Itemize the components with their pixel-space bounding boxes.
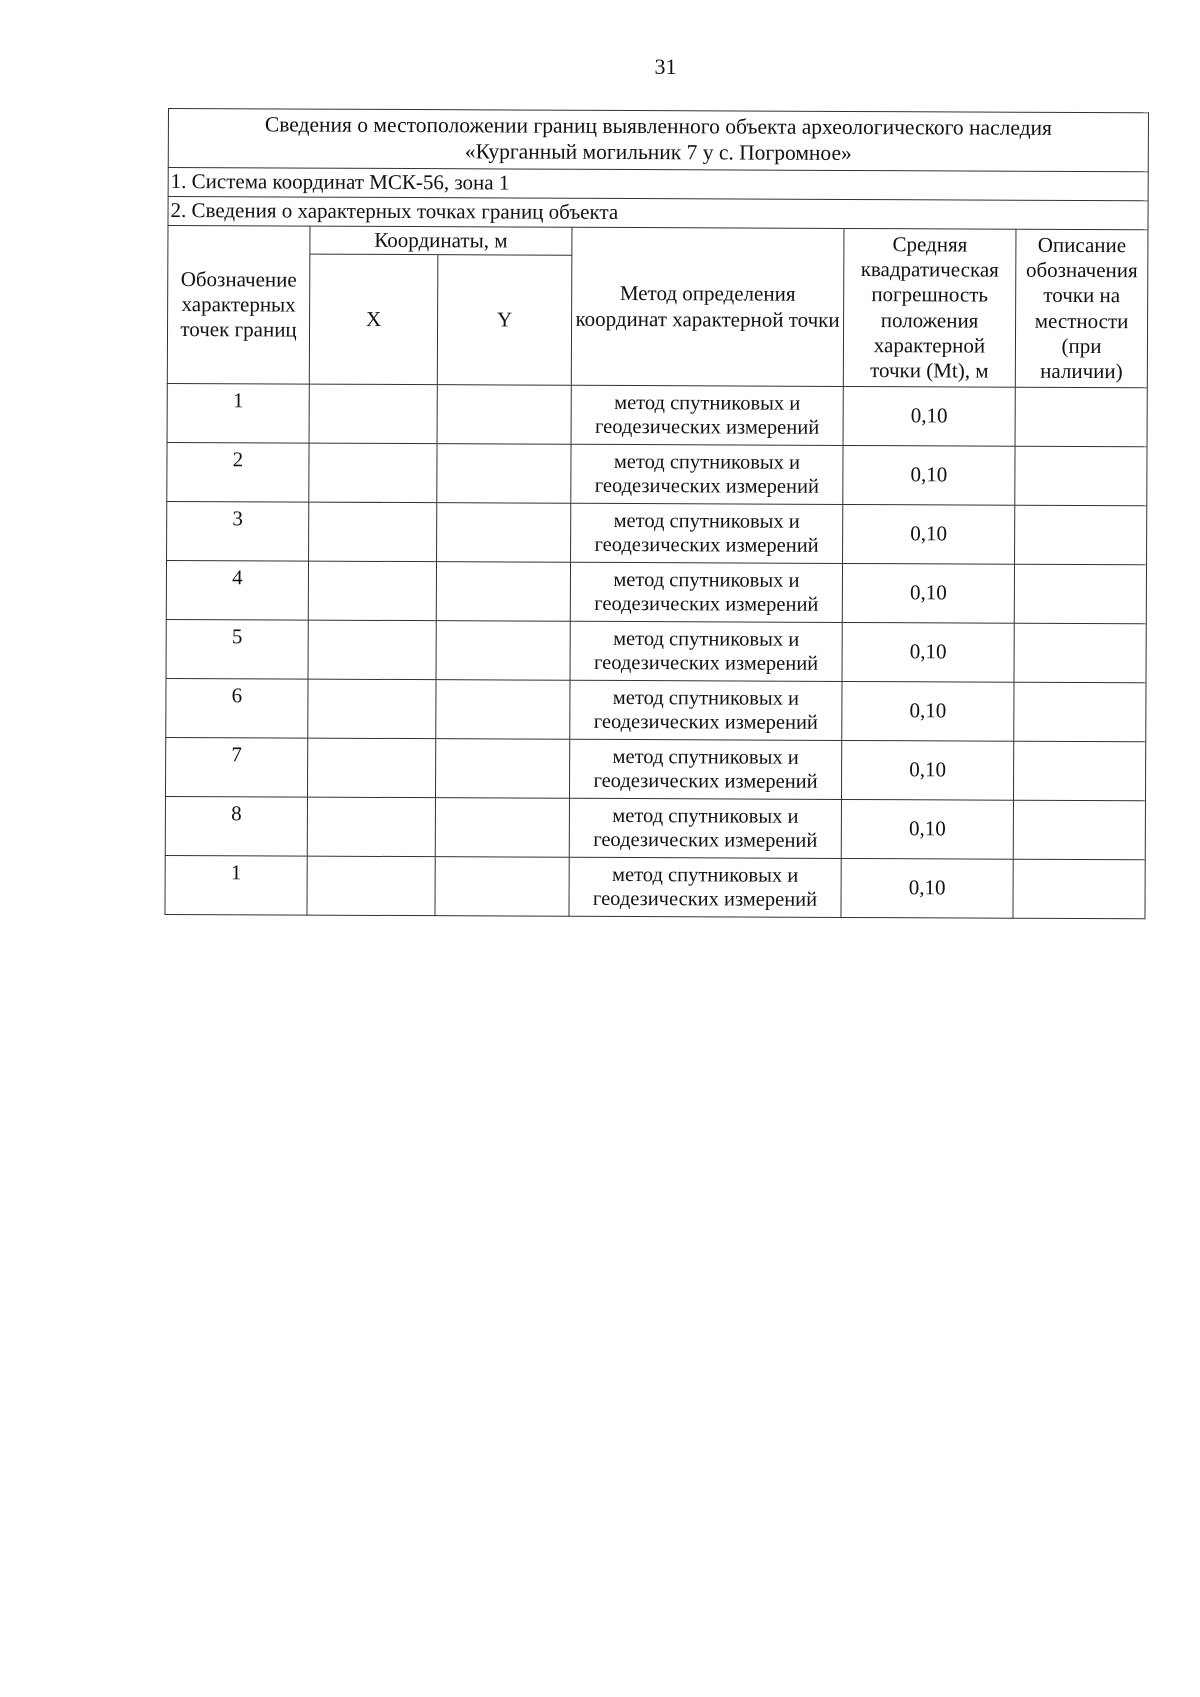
cell-description <box>1013 859 1145 919</box>
table-row <box>165 855 1145 918</box>
cell-description <box>1015 387 1147 447</box>
cell-x <box>309 384 437 444</box>
table-row <box>167 442 1147 505</box>
cell-y <box>437 444 571 504</box>
cell-y <box>437 385 571 445</box>
cell-point: 1 <box>165 855 307 915</box>
cell-method: метод спутниковых и геодезических измерений <box>569 798 841 858</box>
cell-method: метод спутниковых и геодезических измерений <box>569 857 841 917</box>
header-description: Описание обозначения точки на местности (при наличии) <box>1015 229 1148 388</box>
cell-x <box>307 797 435 857</box>
page-number: 31 <box>654 54 677 79</box>
table-row <box>167 501 1147 564</box>
cell-method: метод спутниковых и геодезических измерений <box>569 739 841 799</box>
table-row <box>166 560 1146 623</box>
cell-point: 7 <box>165 737 307 797</box>
cell-rmse: 0,10 <box>841 799 1013 859</box>
cell-y <box>435 739 569 799</box>
cell-point: 1 <box>167 383 309 443</box>
cell-x <box>307 738 435 798</box>
cell-description <box>1013 741 1145 801</box>
points-heading: 2. Сведения о характерных точках границ объекта <box>168 197 1148 230</box>
header-method: Метод определения координат характерной точки <box>571 227 844 386</box>
cell-x <box>308 679 436 739</box>
cell-point: 3 <box>167 501 309 561</box>
cell-rmse: 0,10 <box>843 386 1015 446</box>
table-row <box>166 678 1146 741</box>
header-y: Y <box>437 255 572 386</box>
cell-point: 8 <box>165 796 307 856</box>
cell-rmse: 0,10 <box>843 445 1015 505</box>
cell-description <box>1015 446 1147 506</box>
table-row <box>167 383 1147 446</box>
table-title-line-2: «Курганный могильник 7 у с. Погромное» <box>464 139 852 165</box>
cell-description <box>1015 505 1147 565</box>
cell-method: метод спутниковых и геодезических измерений <box>570 562 842 622</box>
table-row <box>165 737 1145 800</box>
cell-description <box>1014 564 1146 624</box>
cell-rmse: 0,10 <box>841 740 1013 800</box>
cell-point: 6 <box>166 678 308 738</box>
cell-y <box>435 798 569 858</box>
boundary-points-table <box>164 108 1149 919</box>
cell-description <box>1014 682 1146 742</box>
cell-x <box>308 620 436 680</box>
cell-method: метод спутниковых и геодезических измерений <box>570 621 842 681</box>
cell-method: метод спутниковых и геодезических измерений <box>571 385 843 445</box>
cell-rmse: 0,10 <box>843 504 1015 564</box>
cell-method: метод спутниковых и геодезических измерений <box>571 503 843 563</box>
coordinate-system: 1. Система координат МСК-56, зона 1 <box>168 168 1148 201</box>
cell-point: 5 <box>166 619 308 679</box>
cell-rmse: 0,10 <box>841 858 1013 918</box>
table-row <box>165 796 1145 859</box>
cell-point: 4 <box>166 560 308 620</box>
cell-description <box>1013 800 1145 860</box>
cell-y <box>436 680 570 740</box>
cell-rmse: 0,10 <box>842 563 1014 623</box>
cell-x <box>309 502 437 562</box>
cell-x <box>307 856 435 916</box>
cell-y <box>436 562 570 622</box>
cell-y <box>435 857 569 917</box>
cell-description <box>1014 623 1146 683</box>
cell-x <box>308 561 436 621</box>
cell-rmse: 0,10 <box>842 681 1014 741</box>
cell-method: метод спутниковых и геодезических измерений <box>570 680 842 740</box>
cell-x <box>309 443 437 503</box>
table-title <box>168 109 1148 172</box>
cell-y <box>437 503 571 563</box>
table-row <box>166 619 1146 682</box>
header-coordinates: Координаты, м <box>310 226 572 255</box>
table-title-line-1: Сведения о местоположении границ выявленного объекта археологического наследия <box>264 112 1053 141</box>
header-x: X <box>309 254 438 385</box>
cell-point: 2 <box>167 442 309 502</box>
cell-y <box>436 621 570 681</box>
cell-rmse: 0,10 <box>842 622 1014 682</box>
header-point-designation: Обозначение характерных точек границ <box>167 226 310 385</box>
cell-method: метод спутниковых и геодезических измерений <box>571 444 843 504</box>
header-rmse: Средняя квадратическая погрешность положения характерной точки (Mt), м <box>843 228 1016 387</box>
